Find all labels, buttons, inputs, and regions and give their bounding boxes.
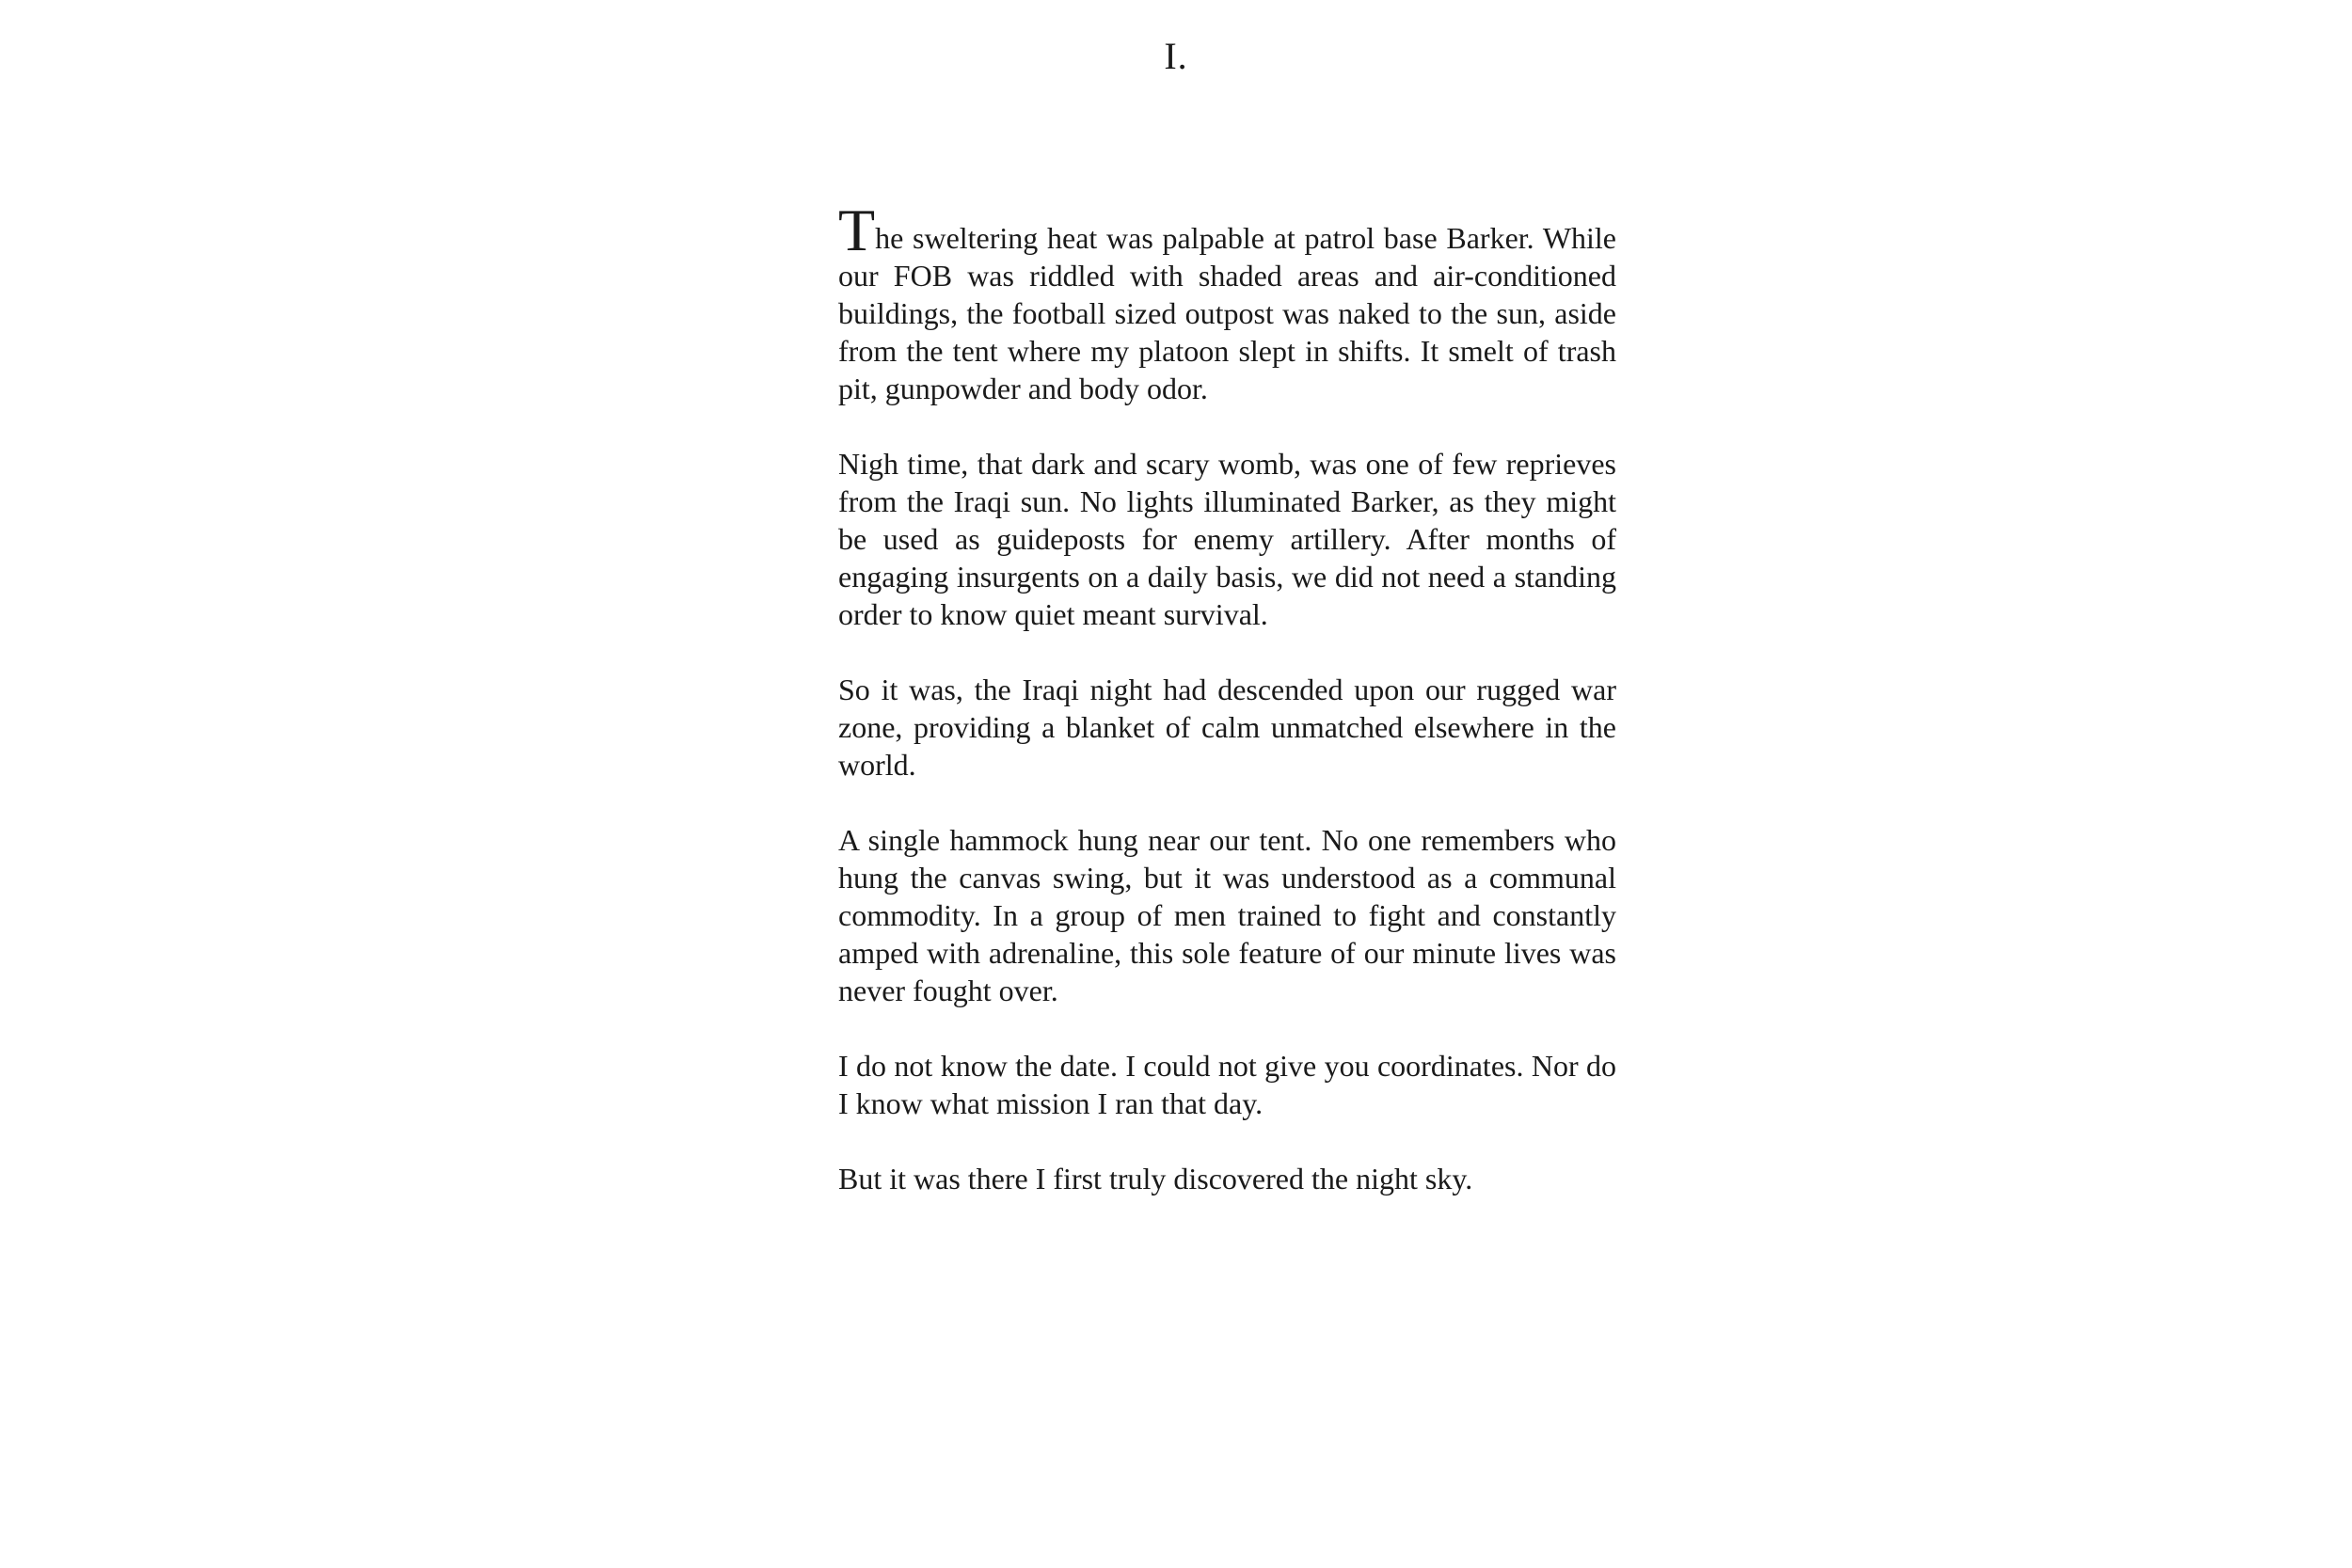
paragraph-5: I do not know the date. I could not give you coordinates. Nor do I know what mission I ran that day.: [838, 1049, 1616, 1120]
paragraph-4: A single hammock hung near our tent. No one remembers who hung the canvas swing, but it was understood as a communal commodity. In a group of men trained to fight and constantly amped with adrenaline, this sole feature of our minute lives was never fought over.: [838, 823, 1616, 1007]
chapter-body: [838, 197, 1616, 1235]
paragraph-1-text: he sweltering heat was palpable at patrol base Barker. While our FOB was riddled with shaded areas and air-conditioned buildings, the football sized outpost was naked to the sun, aside from the tent where my platoon slept in shifts. It smelt of trash pit, gunpowder and body odor.: [838, 221, 1616, 405]
paragraph-2: Nigh time, that dark and scary womb, was one of few reprieves from the Iraqi sun. No lights illuminated Barker, as they might be used as guideposts for enemy artillery. After months of engaging insurgents on a daily basis, we did not need a standing order to know quiet meant survival.: [838, 447, 1616, 631]
paragraph-6: But it was there I first truly discovered the night sky.: [838, 1162, 1473, 1196]
paragraph-3: So it was, the Iraqi night had descended upon our rugged war zone, providing a blanket of calm unmatched elsewhere in the world.: [838, 673, 1616, 782]
paragraph-1: [838, 197, 1616, 407]
chapter-number: I.: [1164, 35, 1188, 77]
drop-cap: T: [838, 197, 876, 263]
